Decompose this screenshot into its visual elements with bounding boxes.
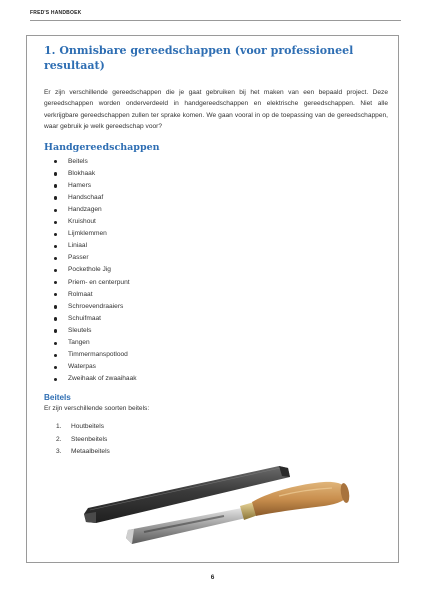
list-item: Handzagen bbox=[44, 204, 388, 216]
list-item: Pockethole Jig bbox=[44, 264, 388, 276]
list-label: Steenbeitels bbox=[71, 435, 108, 443]
list-item: Blokhaak bbox=[44, 168, 388, 180]
list-item: Liniaal bbox=[44, 240, 388, 252]
list-item: Tangen bbox=[44, 337, 388, 349]
page-number: 6 bbox=[210, 574, 215, 581]
page-content bbox=[44, 43, 388, 458]
list-label: Metaalbeitels bbox=[71, 447, 110, 455]
list-item: Hamers bbox=[44, 180, 388, 192]
list-item bbox=[44, 421, 388, 433]
list-item: Sleutels bbox=[44, 325, 388, 337]
list-item: Waterpas bbox=[44, 361, 388, 373]
list-item: Beitels bbox=[44, 156, 388, 168]
list-number: 1. bbox=[56, 423, 62, 431]
list-item: Handschaaf bbox=[44, 192, 388, 204]
chisels-heading: Beitels bbox=[44, 393, 71, 403]
list-item: Kruishout bbox=[44, 216, 388, 228]
list-label: Houtbeitels bbox=[71, 423, 104, 431]
running-header: FRED'S HANDBOEK bbox=[30, 10, 82, 16]
hand-tools-list bbox=[44, 156, 388, 386]
list-number: 2. bbox=[56, 435, 62, 443]
chisels-intro: Er zijn verschillende soorten beitels: bbox=[44, 405, 150, 413]
list-item: Schroevendraaiers bbox=[44, 301, 388, 313]
list-item: Lijmklemmen bbox=[44, 228, 388, 240]
list-item: Passer bbox=[44, 252, 388, 264]
list-item: Priem- en centerpunt bbox=[44, 277, 388, 289]
header-divider bbox=[30, 20, 401, 21]
wood-chisel bbox=[126, 482, 351, 544]
list-item: Rolmaat bbox=[44, 289, 388, 301]
hand-tools-heading: Handgereedschappen bbox=[44, 141, 160, 153]
list-number: 3. bbox=[56, 447, 62, 455]
list-item: Schuifmaat bbox=[44, 313, 388, 325]
chapter-intro: Er zijn verschillende gereedschappen die je gaat gebruiken bij het maken van een bepaald project. Deze gereedschappen worden onderverdeeld in handgereedschappen en elektrische gereedschappen. Niet alle verkrijgbare gereedschappen zullen ter sprake komen. We gaan vooral in op de toepassing van de gereedschappen, waar gebruik je welk gereedschap voor? bbox=[44, 89, 388, 131]
list-item: Zweihaak of zwaaihaak bbox=[44, 373, 388, 385]
chisels-photo bbox=[74, 452, 364, 552]
chapter-title: 1. Onmisbare gereedschappen (voor professioneel resultaat) bbox=[44, 44, 354, 72]
list-item: Timmermanspotlood bbox=[44, 349, 388, 361]
list-item bbox=[44, 434, 388, 446]
